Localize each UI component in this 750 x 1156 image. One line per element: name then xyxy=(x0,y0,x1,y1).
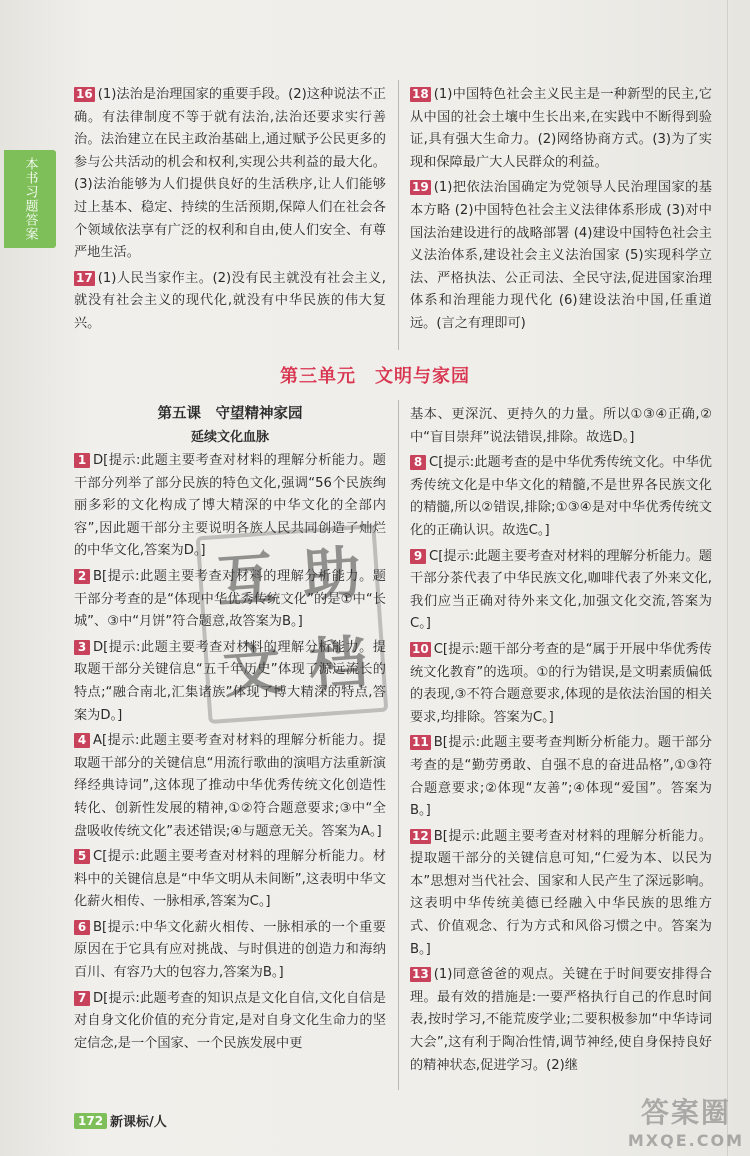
answer-text: C[提示:此题主要考查对材料的理解分析能力。材料中的关键信息是“中华文明从未间断”,这表明中华文化薪火相传、一脉相承,答案为C。] xyxy=(74,849,386,910)
stamp-char: 助 xyxy=(300,538,363,611)
top-right-column xyxy=(410,84,712,339)
stamp-char: 文 xyxy=(220,633,284,706)
answer-item xyxy=(410,177,712,335)
answer-item xyxy=(410,546,712,636)
question-number-badge: 12 xyxy=(412,828,429,843)
answer-text: D[提示:此题主要考查对材料的理解分析能力。提取题干部分关键信息“五千年历史”体现了源远流长的特点;“融合南北,汇集诸族”体现了博大精深的特点,答案为D。] xyxy=(74,639,386,723)
page-edge-line xyxy=(727,0,728,1156)
question-number-badge: 17 xyxy=(76,270,93,285)
answer-item xyxy=(410,732,712,822)
side-tab xyxy=(4,150,56,248)
answer-item xyxy=(74,268,386,336)
answer-item xyxy=(74,730,386,843)
answer-text: (1)人民当家作主。(2)没有民主就没有社会主义,就没有社会主义的现代化,就没有中华民族的伟大复兴。 xyxy=(74,270,386,331)
footer-label: 新课标/人 xyxy=(110,1115,167,1130)
answer-text: D[提示:此题主要考查对材料的理解分析能力。题干部分列举了部分民族的特色文化,强调“56个民族绚丽多彩的文化构成了博大精深的中华文化的全部内容”,因此题干部分主要说明各族人民共同创造了灿烂的中华文化,答案为D。] xyxy=(74,453,386,559)
answer-text: 基本、更深沉、更持久的力量。所以①③④正确,②中“盲目崇拜”说法错误,排除。故选D。] xyxy=(410,407,712,445)
lesson-title: 第五课 守望精神家园 xyxy=(157,406,303,422)
question-number-badge: 10 xyxy=(412,641,429,656)
stamp-char: 档 xyxy=(306,627,370,700)
column-divider-top xyxy=(398,80,399,350)
site-watermark xyxy=(628,1091,744,1150)
watermark-stamp xyxy=(196,524,389,724)
question-number-badge: 11 xyxy=(412,735,429,750)
answer-text: C[提示:此题主要考查对材料的理解分析能力。题干部分茶代表了中华民族文化,咖啡代表了外来文化,我们应当正确对待外来文化,加强文化交流,答案为C。] xyxy=(410,548,712,632)
side-tab-label: 本书习题答案 xyxy=(22,157,38,241)
answer-item xyxy=(74,84,386,265)
question-number-badge: 16 xyxy=(76,87,93,101)
question-number-badge: 6 xyxy=(74,920,90,935)
answer-item xyxy=(74,917,386,985)
answer-item xyxy=(410,84,712,174)
answer-item xyxy=(410,452,712,542)
question-number-badge: 7 xyxy=(74,991,90,1006)
question-number-badge: 4 xyxy=(74,733,90,748)
answer-item xyxy=(74,846,386,914)
question-number-badge: 2 xyxy=(74,569,90,584)
question-number-badge: 3 xyxy=(74,640,90,655)
question-number-badge: 18 xyxy=(412,87,429,101)
answer-text: A[提示:此题主要考查对材料的理解分析能力。提取题干部分的关键信息“用流行歌曲的演唱方法重新演绎经典诗词”,这体现了推动中华优秀传统文化创造性转化、创新性发展的精神,①②符合题意要求;③中“全盘吸收传统文化”表述错误;④与题意无关。答案为A。] xyxy=(74,733,386,839)
bottom-right-column xyxy=(410,404,712,1080)
answer-item xyxy=(410,964,712,1077)
answer-text: B[提示:中华文化薪火相传、一脉相承的一个重要原因在于它具有应对挑战、与时俱进的创造力和海纳百川、有容乃大的包容力,答案为B。] xyxy=(74,919,386,981)
question-number-badge: 13 xyxy=(412,967,429,982)
answer-text: (1)中国特色社会主义民主是一种新型的民主,它从中国的社会土壤中生长出来,在实践中不断得到验证,具有强大生命力。(2)网络协商方式。(3)为了实现和保障最广大人民群众的利益。 xyxy=(410,87,712,170)
answer-text: D[提示:此题考查的知识点是文化自信,文化自信是对自身文化价值的充分肯定,是对自身文化生命力的坚定信念,是一个国家、一个民族发展中更 xyxy=(74,990,386,1051)
unit-title: 第三单元 文明与家园 xyxy=(280,366,470,387)
column-divider-bottom xyxy=(398,400,399,1090)
section-title: 延续文化血脉 xyxy=(190,430,269,445)
question-number-badge: 1 xyxy=(74,453,90,468)
answer-text: B[提示:此题主要考查判断分析能力。题干部分考查的是“勤劳勇敢、自强不息的奋进品格”,①③符合题意要求;②体现“友善”;④体现“爱国”。答案为B。] xyxy=(410,735,712,819)
answer-item xyxy=(410,639,712,729)
stamp-char: 互 xyxy=(214,544,278,617)
question-number-badge: 9 xyxy=(410,549,426,564)
answer-text: C[提示:此题考查的是中华优秀传统文化。中华优秀传统文化是中华文化的精髓,不是世界各民族文化的精髓,所以②错误,排除;①③④是对中华优秀传统文化的正确认识。故选C。] xyxy=(410,455,712,538)
question-number-badge: 5 xyxy=(74,849,90,864)
question-number-badge: 19 xyxy=(412,180,429,195)
watermark-line2: MXQE.COM xyxy=(627,1131,744,1150)
answer-text: (1)把依法治国确定为党领导人民治理国家的基本方略 (2)中国特色社会主义法律体系形成 (3)对中国法治建设进行的战略部署 (4)建设中国特色社会主义法治体系,建设社会主义法治国家 (5)实现科学立法、严格执法、公正司法、全民守法,促进国家治理体系和治理能力现代化 (6)建设法治中国,任重道远。(言之有理即可) xyxy=(410,180,712,331)
answer-item xyxy=(410,404,712,449)
answer-item xyxy=(410,826,712,962)
top-left-column xyxy=(74,84,386,339)
page-number: 172 xyxy=(74,1113,107,1129)
answer-text: (1)法治是治理国家的重要手段。(2)这种说法不正确。有法律制度不等于就有法治,法治还要求实行善治。法治建立在民主政治基础上,通过赋予公民更多的参与公共活动的机会和权利,实现公共利益的最大化。(3)法治能够为人们提供良好的生活秩序,让人们能够过上基本、稳定、持续的生活预期,保障人们在社会各个领域依法享有广泛的权利和自由,使人们安全、有尊严地生活。 xyxy=(74,87,386,261)
answer-text: (1)同意爸爸的观点。关键在于时间要安排得合理。最有效的措施是:一要严格执行自己的作息时间表,按时学习,不能荒废学业;二要积极参加“中华诗词大会”,这有利于陶冶性情,调节神经,使自身保持良好的精神状态,促进学习。(2)继 xyxy=(410,967,712,1073)
answer-text: B[提示:此题主要考查对材料的理解分析能力。提取题干部分的关键信息可知,“仁爱为本、以民为本”思想对当代社会、国家和人民产生了深远影响。这表明中华传统美德已经融入中华民族的思维方式、价值观念、行为方式和风俗习惯之中。答案为B。] xyxy=(410,828,712,957)
answer-item xyxy=(74,988,386,1056)
answer-text: C[提示:题干部分考查的是“属于开展中华优秀传统文化教育”的选项。①的行为错误,是文明素质偏低的表现,③不符合题意要求,体现的是依法治国的相关要求,均排除。答案为C。] xyxy=(410,641,712,725)
question-number-badge: 8 xyxy=(410,455,426,470)
answer-text: B[提示:此题主要考查对材料的理解分析能力。题干部分考查的是“体现中华优秀传统文化”的是①中“长城”、③中“月饼”符合题意,故答案为B。] xyxy=(74,568,386,630)
watermark-line1: 答案圈 xyxy=(640,1096,731,1129)
